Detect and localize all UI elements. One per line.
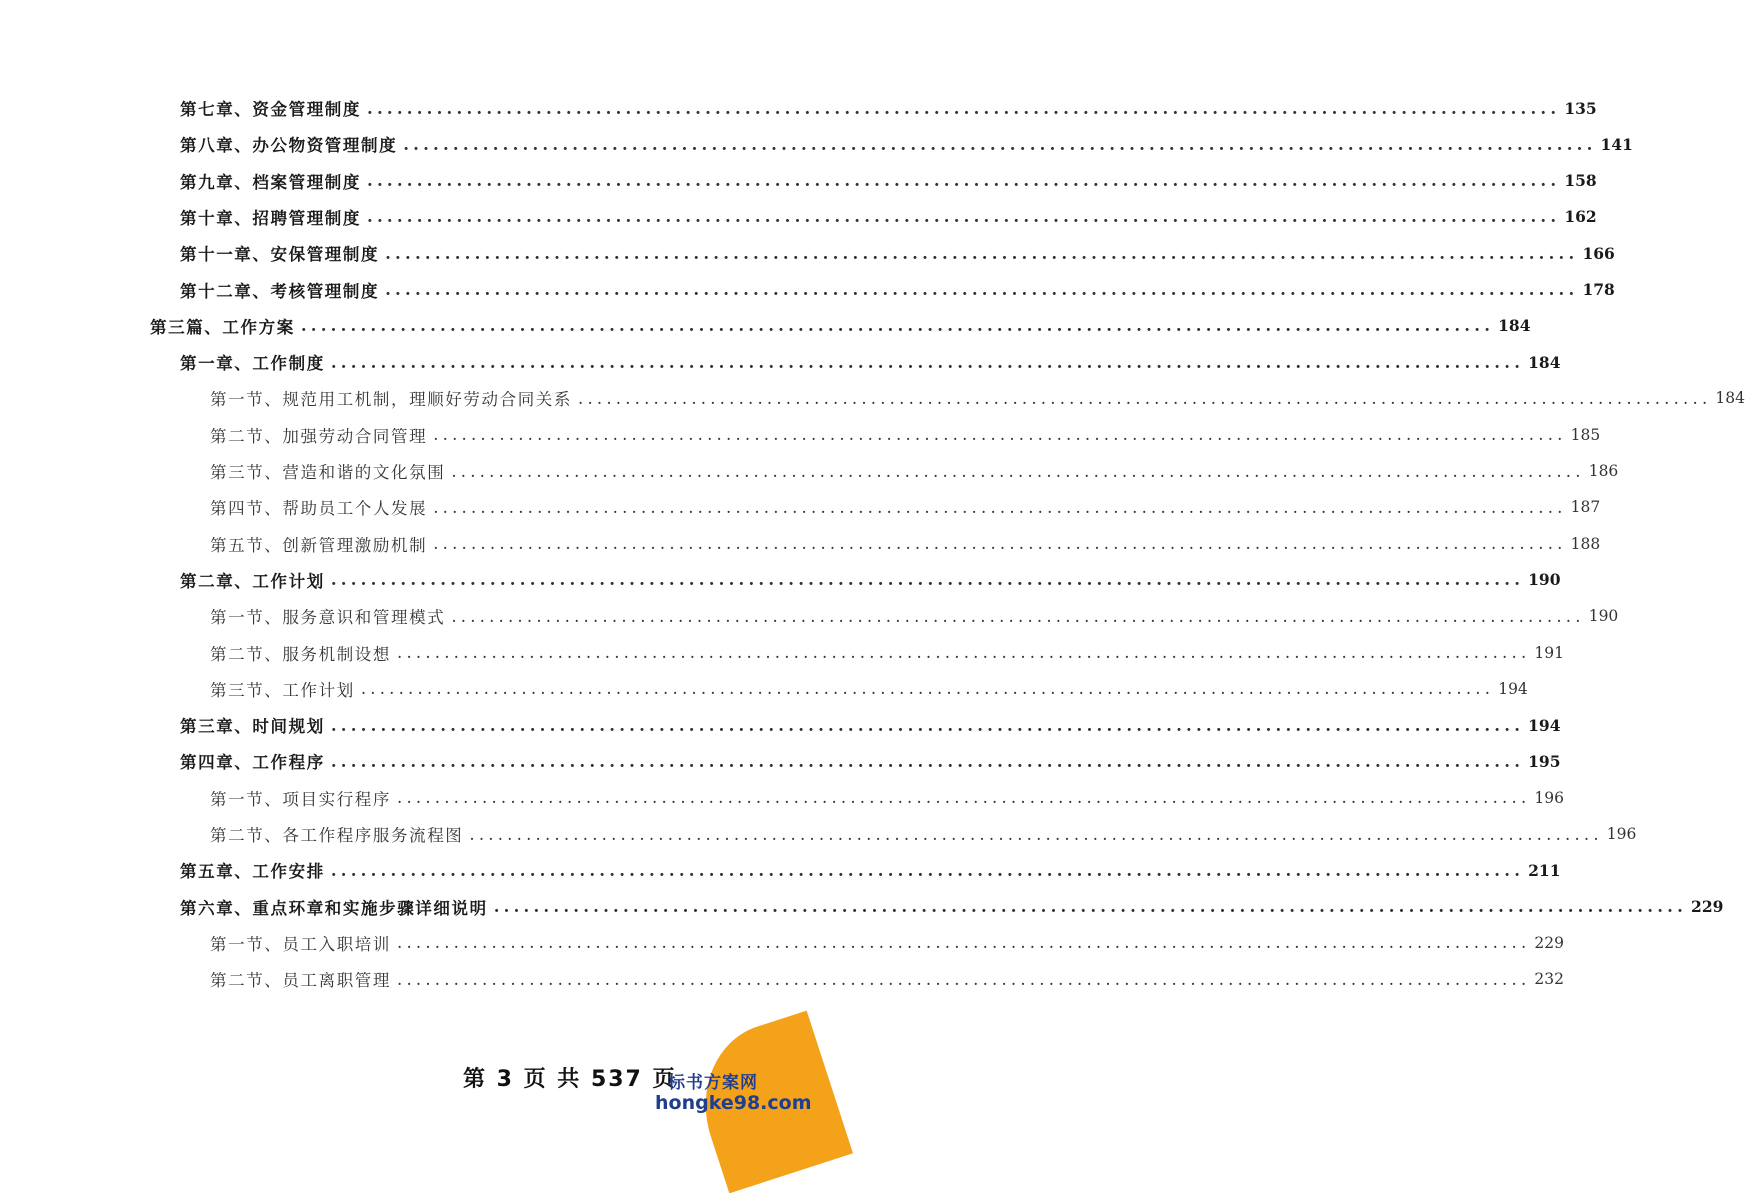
toc-entry-title: 第七章、资金管理制度 — [180, 100, 361, 119]
toc-entry[interactable] — [180, 562, 1561, 598]
toc-entry[interactable] — [210, 598, 1619, 634]
toc-entry[interactable] — [180, 199, 1597, 235]
toc-entry-title: 第三篇、工作方案 — [150, 317, 295, 337]
toc-entry-title: 第十章、招聘管理制度 — [180, 208, 361, 228]
toc-entry[interactable] — [180, 235, 1615, 271]
toc-entry-page: 184 — [1528, 352, 1561, 372]
toc-leader-dots: ........................................................................................................................ — [469, 824, 1603, 844]
toc-leader-dots: ........................................................................................................................ — [397, 933, 1531, 953]
watermark-logo-text: 标书方案网 — [668, 1073, 758, 1093]
toc-entry[interactable] — [180, 126, 1633, 162]
toc-entry-page: 184 — [1715, 389, 1745, 408]
toc-entry[interactable] — [150, 308, 1531, 344]
toc-leader-dots: ........................................................................................................................ — [385, 243, 1579, 263]
toc-entry-page: 194 — [1498, 679, 1528, 698]
toc-entry-page: 162 — [1564, 207, 1597, 227]
toc-entry-page: 185 — [1570, 425, 1601, 444]
toc-entry-title: 第四章、工作程序 — [180, 753, 325, 773]
toc-entry-page: 166 — [1582, 243, 1615, 263]
toc-leader-dots: ........................................................................................................................ — [493, 897, 1688, 917]
toc-leader-dots: ........................................................................................................................ — [397, 643, 1531, 662]
toc-entry[interactable] — [210, 526, 1601, 562]
toc-entry-page: 196 — [1534, 788, 1564, 807]
toc-entry-title: 第九章、档案管理制度 — [180, 172, 361, 192]
toc-leader-dots: ........................................................................................................................ — [367, 171, 1561, 191]
toc-entry[interactable] — [180, 90, 1597, 126]
toc-entry-page: 141 — [1600, 134, 1633, 154]
toc-entry-title: 第五节、创新管理激励机制 — [210, 535, 428, 555]
toc-entry-page: 211 — [1528, 860, 1561, 880]
toc-entry[interactable] — [180, 889, 1724, 925]
toc-leader-dots: ........................................................................................................................ — [433, 425, 1567, 445]
toc-entry[interactable] — [180, 272, 1615, 308]
toc-leader-dots: ........................................................................................................................ — [330, 751, 1525, 771]
toc-entry[interactable] — [210, 635, 1564, 671]
toc-entry-title: 第一节、规范用工机制，理顺好劳动合同关系 — [210, 390, 572, 410]
toc-leader-dots: ........................................................................................................................ — [403, 134, 1597, 154]
toc-entry-page: 232 — [1534, 970, 1564, 989]
toc-entry-title: 第三章、时间规划 — [180, 717, 325, 737]
toc-entry-title: 第三节、工作计划 — [210, 680, 355, 700]
watermark-url: hongke98.com — [655, 1092, 812, 1114]
toc-entry-page: 187 — [1570, 498, 1601, 517]
toc-leader-dots: ........................................................................................................................ — [330, 570, 1525, 590]
toc-entry-title: 第五章、工作安排 — [180, 862, 325, 882]
toc-entry-title: 第八章、办公物资管理制度 — [180, 136, 398, 156]
toc-entry-title: 第一节、项目实行程序 — [210, 789, 391, 809]
toc-leader-dots: ........................................................................................................................ — [451, 606, 1585, 626]
toc-leader-dots: ........................................................................................................................ — [360, 679, 1495, 699]
toc-entry-title: 第一节、员工入职培训 — [210, 934, 391, 954]
toc-leader-dots: ........................................................................................................................ — [367, 98, 1561, 118]
toc-entry-title: 第四节、帮助员工个人发展 — [210, 499, 428, 519]
toc-leader-dots: ........................................................................................................................ — [330, 715, 1525, 735]
toc-entry-page: 196 — [1606, 825, 1637, 843]
toc-leader-dots: ........................................................................................................................ — [451, 461, 1585, 481]
toc-entry[interactable] — [180, 163, 1597, 199]
toc-leader-dots: ........................................................................................................................ — [300, 316, 1495, 336]
toc-leader-dots: ........................................................................................................................ — [367, 207, 1561, 227]
toc-entry-title: 第一章、工作制度 — [180, 354, 325, 374]
toc-entry-title: 第二节、各工作程序服务流程图 — [210, 826, 464, 845]
toc-entry-page: 135 — [1564, 98, 1597, 118]
toc-entry-page: 188 — [1570, 534, 1601, 553]
toc-entry[interactable] — [210, 925, 1564, 961]
toc-entry-page: 195 — [1528, 751, 1561, 771]
toc-entry-title: 第六章、重点环章和实施步骤详细说明 — [180, 898, 488, 918]
toc-entry-page: 158 — [1564, 171, 1597, 191]
toc-entry[interactable] — [180, 707, 1561, 743]
toc-entry[interactable] — [210, 453, 1619, 489]
toc-entry-title: 第一节、服务意识和管理模式 — [210, 608, 446, 628]
toc-entry-page: 190 — [1588, 607, 1619, 626]
toc-entry[interactable] — [210, 380, 1745, 416]
toc-leader-dots: ........................................................................................................................ — [578, 388, 1712, 408]
toc-entry-page: 178 — [1582, 280, 1615, 299]
toc-entry-page: 194 — [1528, 715, 1561, 735]
toc-entry-page: 184 — [1498, 316, 1531, 336]
toc-entry-title: 第三节、营造和谐的文化氛围 — [210, 463, 446, 482]
toc-entry[interactable] — [180, 852, 1561, 888]
toc-entry[interactable] — [180, 344, 1561, 380]
toc-entry-title: 第十二章、考核管理制度 — [180, 281, 380, 301]
toc-entry-page: 229 — [1534, 933, 1564, 952]
toc-leader-dots: ........................................................................................................................ — [397, 788, 1531, 808]
toc-entry-title: 第二章、工作计划 — [180, 571, 325, 591]
toc-entry-title: 第二节、员工离职管理 — [210, 971, 391, 991]
toc-entry-title: 第二节、加强劳动合同管理 — [210, 426, 428, 446]
toc-leader-dots: ........................................................................................................................ — [330, 352, 1525, 372]
toc-entry[interactable] — [210, 816, 1637, 852]
toc-entry-page: 190 — [1528, 570, 1561, 590]
toc-leader-dots: ........................................................................................................................ — [433, 497, 1567, 517]
toc-leader-dots: ........................................................................................................................ — [385, 280, 1579, 299]
toc-leader-dots: ........................................................................................................................ — [433, 534, 1567, 554]
toc-entry-page: 229 — [1691, 897, 1724, 917]
toc-entry[interactable] — [210, 780, 1564, 816]
toc-entry[interactable] — [210, 961, 1564, 997]
toc-entry-page: 191 — [1534, 643, 1564, 662]
toc-entry[interactable] — [210, 417, 1601, 453]
toc-leader-dots: ........................................................................................................................ — [330, 860, 1525, 880]
toc-entry-title: 第十一章、安保管理制度 — [180, 245, 380, 265]
page-number-footer: 第 3 页 共 537 页 — [463, 1067, 677, 1092]
toc-entry[interactable] — [210, 671, 1528, 707]
toc-entry-page: 186 — [1588, 462, 1619, 480]
toc-leader-dots: ........................................................................................................................ — [397, 969, 1531, 989]
toc-entry[interactable] — [180, 743, 1561, 779]
toc-entry[interactable] — [210, 489, 1601, 525]
toc-entry-title: 第二节、服务机制设想 — [210, 644, 391, 664]
